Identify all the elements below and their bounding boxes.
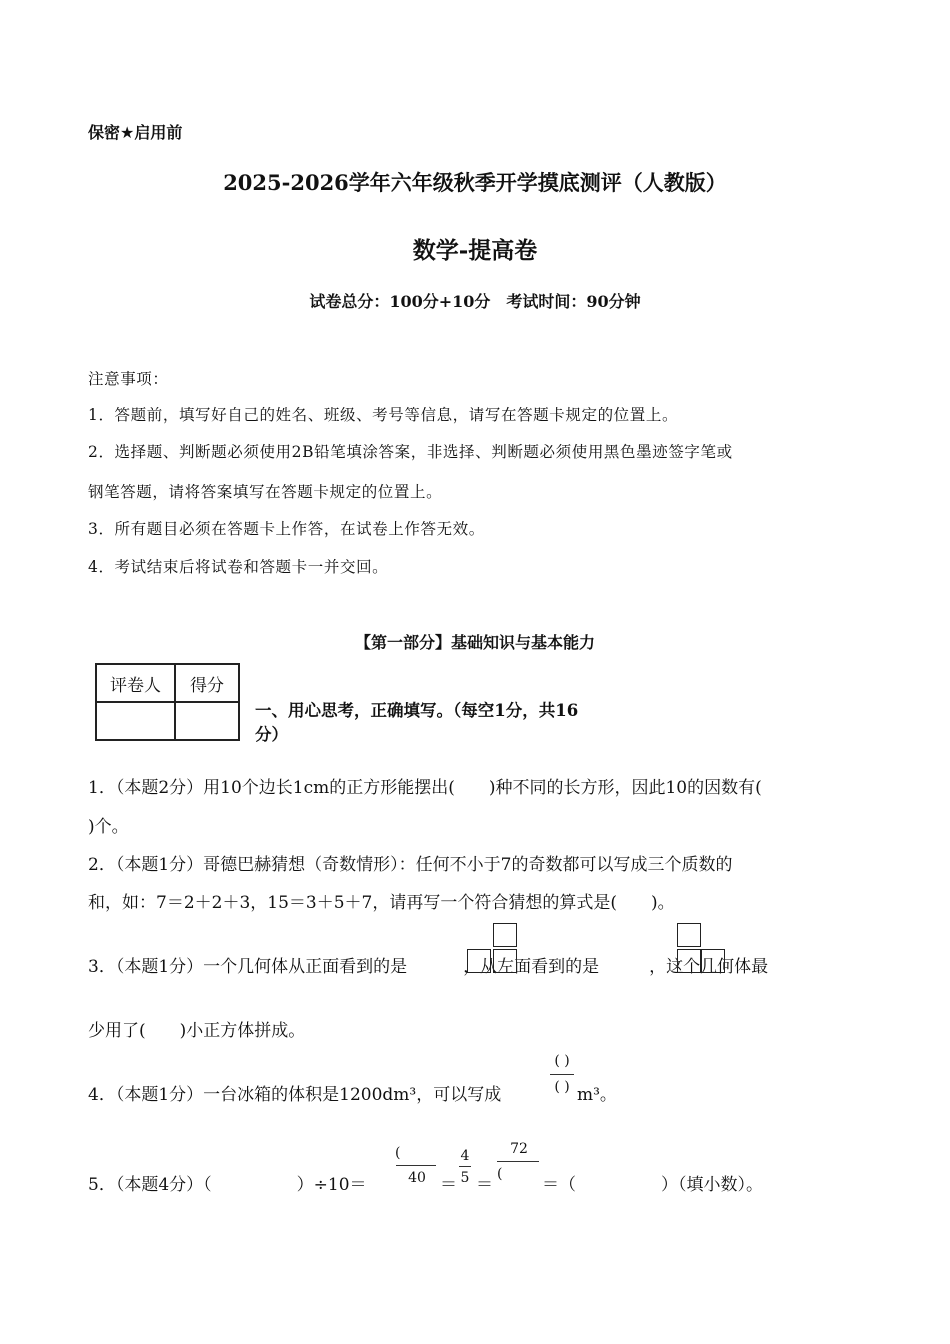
q4-frac-line — [550, 1074, 574, 1075]
q5-equals-1: ＝ — [440, 1175, 457, 1195]
grader-header: 评卷人 — [96, 664, 175, 702]
question-1: 1．（本题2分）用10个边长1cm的正方形能摆出( )种不同的长方形，因此10的因数有( — [88, 778, 762, 798]
question-5-cont: ＝（ ）（填小数）。 — [542, 1175, 763, 1195]
section-title: 一、用心思考，正确填写。（每空1分，共16 — [255, 701, 579, 720]
question-5: 5．（本题4分）（ ）÷10＝ — [88, 1175, 367, 1195]
question-3-text-b: ，从左面看到的是 — [463, 957, 600, 977]
question-1-cont: )个。 — [88, 817, 129, 837]
q5-frac2-line — [459, 1166, 471, 1167]
note-item: 1．答题前，填写好自己的姓名、班级、考号等信息，请写在答题卡规定的位置上。 — [88, 406, 679, 424]
q5-frac2-den: 5 — [460, 1170, 470, 1186]
q5-frac2-num: 4 — [460, 1148, 470, 1164]
part-title: 【第一部分】基础知识与基本能力 — [354, 633, 595, 652]
question-2-cont: 和，如：7＝2＋2＋3，15＝3＋5＋7，请再写一个符合猜想的算式是( )。 — [88, 893, 675, 913]
q5-frac1-den: 40 — [408, 1170, 426, 1186]
q5-equals-2: ＝ — [476, 1175, 493, 1195]
exam-subtitle: 数学-提高卷 — [412, 237, 538, 264]
question-3-text-a: 3．（本题1分）一个几何体从正面看到的是 — [88, 957, 408, 977]
q5-frac3-line — [497, 1161, 539, 1162]
notes-heading: 注意事项： — [88, 370, 169, 388]
note-item: 4．考试结束后将试卷和答题卡一并交回。 — [88, 558, 389, 576]
q5-frac1-line — [396, 1165, 436, 1166]
note-item: 钢笔答题，请将答案填写在答题卡规定的位置上。 — [88, 483, 443, 501]
score-header: 得分 — [175, 664, 239, 702]
question-2: 2．（本题1分）哥德巴赫猜想（奇数情形）：任何不小于7的奇数都可以写成三个质数的 — [88, 855, 733, 875]
section-title-cont: 分） — [255, 725, 288, 744]
question-3-text-c: ，这个几何体最 — [649, 957, 769, 977]
q5-frac3-den: ( — [497, 1166, 503, 1182]
question-3-cont: 少用了( )小正方体拼成。 — [88, 1021, 306, 1041]
score-table — [95, 663, 240, 741]
score-cell[interactable] — [175, 702, 239, 740]
q5-frac3-num: 72 — [510, 1141, 528, 1157]
q4-frac-den: ( ) — [554, 1079, 570, 1095]
q5-frac1-num: ( — [395, 1145, 401, 1161]
note-item: 2．选择题、判断题必须使用2B铅笔填涂答案，非选择、判断题必须使用黑色墨迹签字笔或 — [88, 443, 733, 461]
grader-cell[interactable] — [96, 702, 175, 740]
question-4: 4．（本题1分）一台冰箱的体积是1200dm³，可以写成 — [88, 1085, 502, 1105]
note-item: 3．所有题目必须在答题卡上作答，在试卷上作答无效。 — [88, 520, 485, 538]
question-4-unit: m³。 — [577, 1085, 617, 1105]
exam-info: 试卷总分：100分+10分 考试时间：90分钟 — [309, 292, 641, 311]
confidential-label: 保密★启用前 — [88, 123, 183, 142]
exam-title: 2025-2026学年六年级秋季开学摸底测评（人教版） — [223, 170, 727, 195]
question-3 — [88, 952, 768, 977]
q4-frac-num: ( ) — [554, 1053, 570, 1069]
